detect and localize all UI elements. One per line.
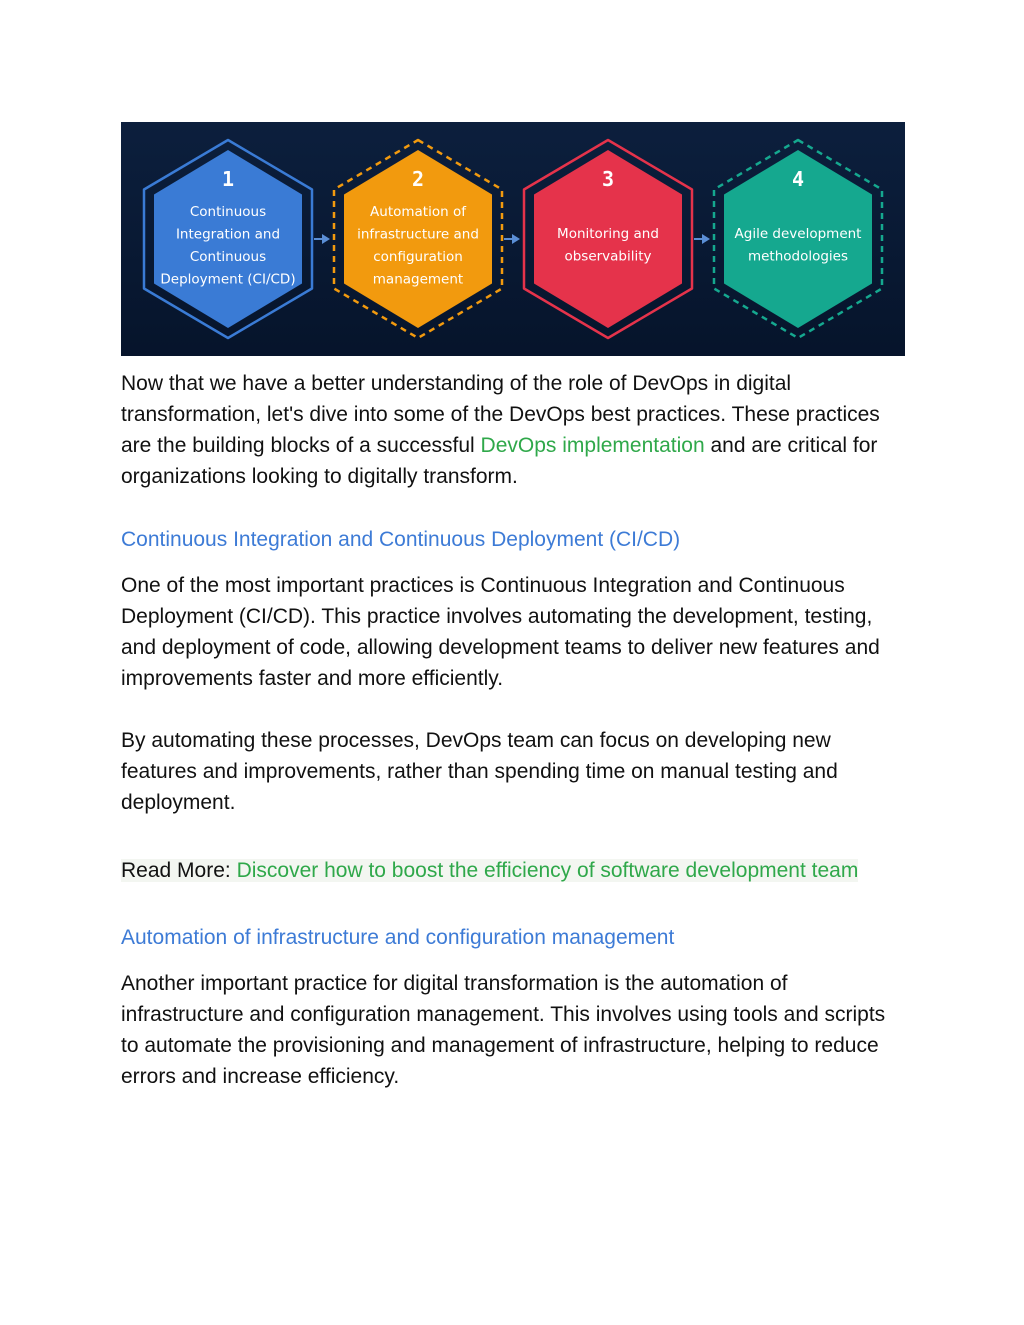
step-number: 2 <box>411 167 425 191</box>
automation-heading: Automation of infrastructure and configuration management <box>121 926 675 949</box>
step-label-line: Continuous <box>189 249 267 265</box>
step-label-line: management <box>372 271 464 288</box>
devops-practices-diagram <box>121 122 905 356</box>
intro-text-end: and are critical for organizations looking to digitally transform. <box>121 434 878 488</box>
step-label-line: Integration and <box>175 226 281 243</box>
diagram-canvas <box>121 122 905 356</box>
step-label-line: observability <box>564 248 652 265</box>
document-page <box>121 122 907 1092</box>
intro-text: Now that we have a better understanding of the role of DevOps in digital transformation, let's dive into some of the DevOps best practices. These practices are the building blocks of a successful <box>121 372 880 457</box>
cicd-paragraph-2: By automating these processes, DevOps team can focus on developing new features and improvements, rather than spending time on manual testing and deployment. <box>121 729 838 814</box>
cicd-heading: Continuous Integration and Continuous Deployment (CI/CD) <box>121 528 681 551</box>
step-label-line: Automation of <box>370 204 466 220</box>
diagram-step-1 <box>144 140 312 338</box>
step-label-line: Monitoring and <box>557 226 659 242</box>
step-label-line: Continuous <box>189 204 267 220</box>
intro-paragraph <box>121 368 907 492</box>
arrow-icon <box>694 234 710 244</box>
step-label-line: Deployment (CI/CD) <box>160 271 296 288</box>
step-number: 1 <box>221 167 235 191</box>
diagram-step-4 <box>714 140 882 338</box>
read-more-label: Read More: <box>121 859 237 882</box>
devops-implementation-link[interactable]: DevOps implementation <box>480 434 705 457</box>
read-more <box>121 855 907 886</box>
step-label-line: infrastructure and <box>357 226 479 243</box>
step-number: 4 <box>791 167 805 191</box>
diagram-step-3 <box>524 140 692 338</box>
cicd-paragraph-1: One of the most important practices is Continuous Integration and Continuous Deployment (CI/CD). This practice involves automating the development, testing, and deployment of code, allowing development teams to deliver new features and improvements faster and more efficiently. <box>121 574 880 690</box>
step-label-line: methodologies <box>747 248 849 265</box>
arrow-icon <box>504 234 520 244</box>
diagram-step-2 <box>334 140 502 338</box>
step-number: 3 <box>601 167 615 191</box>
step-label-line: configuration <box>373 249 463 265</box>
arrow-icon <box>314 234 330 244</box>
step-label-line: Agile development <box>734 226 862 242</box>
automation-paragraph: Another important practice for digital transformation is the automation of infrastructure and configuration management. This involves using tools and scripts to automate the provisioning and management of infrastructure, helping to reduce errors and increase efficiency. <box>121 972 886 1088</box>
read-more-link[interactable]: Discover how to boost the efficiency of software development team <box>236 859 859 882</box>
